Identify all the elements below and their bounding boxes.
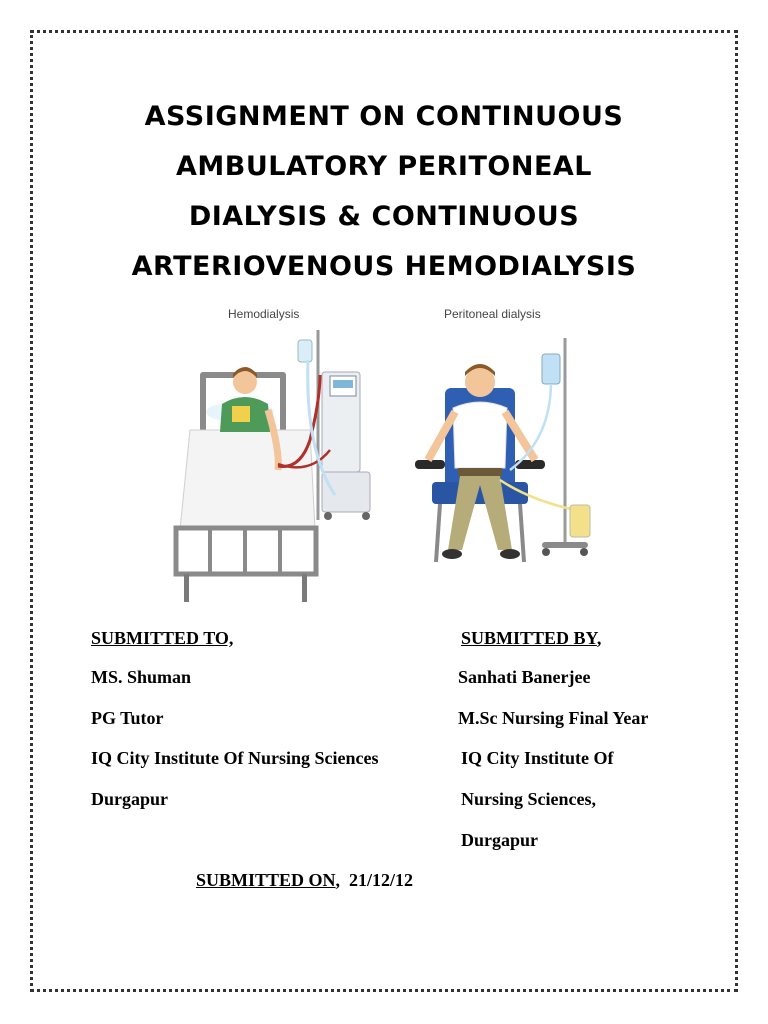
title-line-4: ARTERIOVENOUS HEMODIALYSIS bbox=[131, 251, 637, 282]
hemodialysis-label: Hemodialysis bbox=[228, 307, 300, 321]
submitted-to-heading: SUBMITTED TO, bbox=[91, 628, 234, 648]
peritoneal-dialysis-label: Peritoneal dialysis bbox=[444, 307, 541, 321]
submitted-to-city: Durgapur bbox=[91, 789, 169, 809]
submitted-by-institute-line2: Nursing Sciences, bbox=[461, 789, 596, 809]
submitted-on-label: SUBMITTED ON bbox=[196, 870, 336, 890]
submitted-by-heading: SUBMITTED BY bbox=[461, 628, 597, 648]
title-line-3: DIALYSIS & CONTINUOUS bbox=[188, 201, 580, 232]
submitted-by-comma: , bbox=[596, 628, 602, 648]
submitted-to-institute: IQ City Institute Of Nursing Sciences bbox=[91, 748, 379, 768]
submitted-by-name: Sanhati Banerjee bbox=[458, 667, 591, 687]
submitted-to-designation: PG Tutor bbox=[91, 708, 164, 728]
submitted-by-city: Durgapur bbox=[461, 830, 539, 850]
title-line-2: AMBULATORY PERITONEAL bbox=[176, 151, 592, 182]
submitted-to-name: MS. Shuman bbox=[91, 667, 192, 687]
dialysis-illustration bbox=[170, 300, 600, 610]
submitted-by-institute-line1: IQ City Institute Of bbox=[461, 748, 614, 768]
submitted-on-date: , 21/12/12 bbox=[335, 870, 414, 890]
submitted-on-line bbox=[196, 870, 413, 891]
document-title bbox=[60, 92, 708, 292]
title-line-1: ASSIGNMENT ON CONTINUOUS bbox=[144, 101, 624, 132]
submitted-by-course: M.Sc Nursing Final Year bbox=[458, 708, 649, 728]
submitted-by-heading-wrap bbox=[461, 628, 601, 649]
